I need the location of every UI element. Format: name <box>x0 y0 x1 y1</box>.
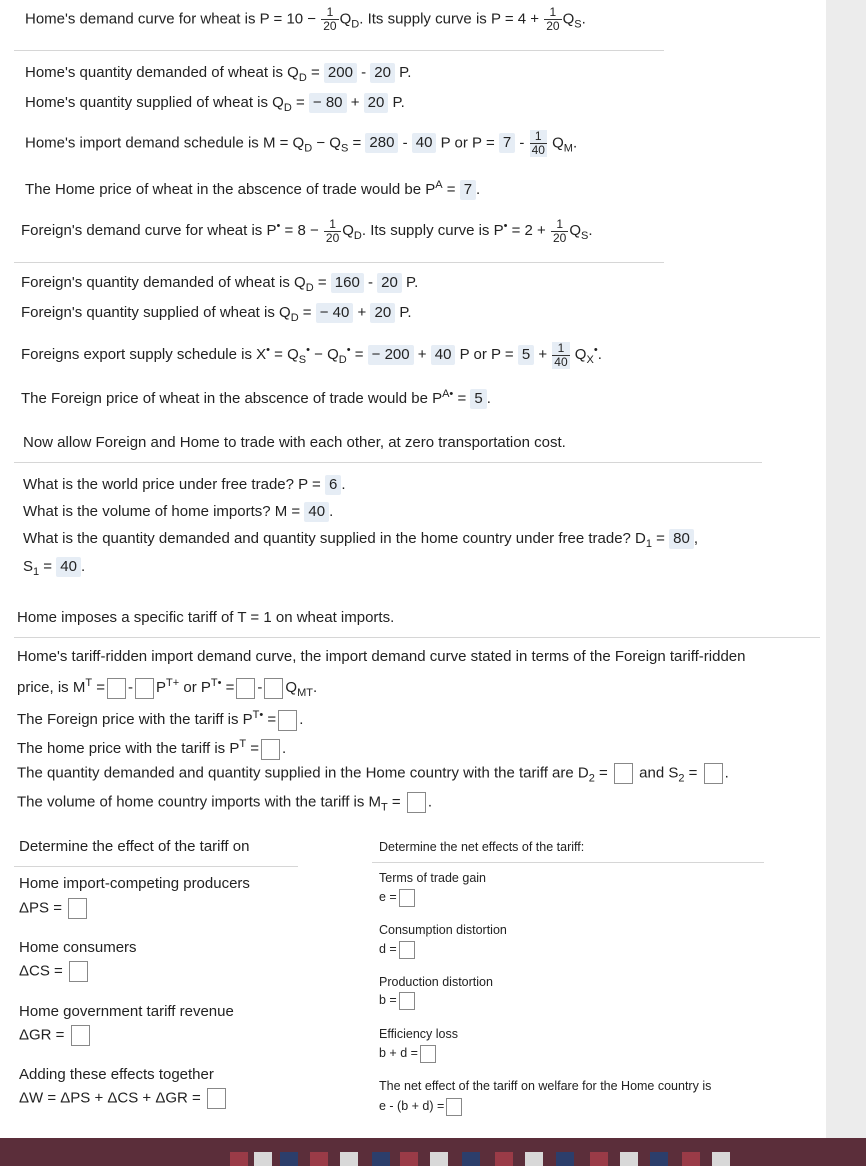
effects-heading: Determine the effect of the tariff on <box>19 838 250 855</box>
answer-foreign-qd-a: 160 <box>331 273 364 293</box>
foreign-qs-line: Foreign's quantity supplied of wheat is $Q_D$ = − 40 + 20 P. <box>21 304 412 324</box>
answer-d1: 80 <box>669 529 694 549</box>
tariff-intro: Home imposes a specific tariff of T = 1 on wheat imports. <box>17 609 395 626</box>
answer-home-qs-a: − 80 <box>309 93 347 113</box>
answer-home-qd-a: 200 <box>324 63 357 83</box>
answer-s1: 40 <box>56 557 81 577</box>
trade-intro: Now allow Foreign and Home to trade with each other, at zero transportation cost. <box>23 434 566 451</box>
answer-home-import-a: 280 <box>365 133 398 153</box>
foreign-demand-fraction: $\frac{1}{20}$ <box>325 216 340 245</box>
foreign-price-tariff-line: The Foreign price with the tariff is $P^{T•}$ = . <box>17 705 303 731</box>
dgr-line: ΔGR = <box>19 1025 92 1046</box>
answer-home-import-p: 7 <box>499 133 515 153</box>
home-supply-text: . Its supply curve is P = 4 + <box>359 10 540 28</box>
s1-line: $S_1 = 40$ . <box>23 558 86 578</box>
answer-home-qd-b: 20 <box>370 63 395 83</box>
answer-foreign-qs-a: − 40 <box>316 303 354 323</box>
government-label: Home government tariff revenue <box>19 1003 234 1020</box>
answer-world-price: 6 <box>325 475 341 495</box>
bd-line: b + d = <box>379 1043 438 1063</box>
home-autarky-line: The Home price of wheat in the abscence of trade would be $P^A = 7$ . <box>25 179 481 198</box>
tariff-curve-input-2[interactable] <box>135 678 154 699</box>
welfare-line: e - (b + d) = <box>379 1096 464 1116</box>
foreign-curves-line: Foreign's demand curve for wheat is P• = 8 − $\frac{1}{20}$ $Q_D$. Its supply curve is P• = 2 + $\frac{1}{20}$ $Q_S$. <box>21 216 593 245</box>
home-supply-fraction: $\frac{1}{20}$ <box>546 5 560 33</box>
consumption-label: Consumption distortion <box>379 923 507 937</box>
welfare-label: The net effect of the tariff on welfare for the Home country is <box>379 1079 712 1093</box>
free-trade-quantities-line: What is the quantity demanded and quantity supplied in the home country under free trade? $D_1 = 80$ , <box>23 530 698 550</box>
world-price-line: What is the world price under free trade? P = 6 . <box>23 476 346 493</box>
dw-line: ΔW = ΔPS + ΔCS + ΔGR = <box>19 1088 228 1109</box>
home-price-tariff-input[interactable] <box>261 739 280 760</box>
home-import-line: Home's import demand schedule is $M = Q_D - Q_S = 280 - 40$ P or P = 7 - $\frac{1}{40}$ $Q_M$. <box>25 129 578 157</box>
home-demand-text: Home's demand curve for wheat is P = 10 − <box>25 10 317 28</box>
dw-input[interactable] <box>207 1088 226 1109</box>
dcs-input[interactable] <box>69 961 88 982</box>
home-qd-line: Home's quantity demanded of wheat is $Q_D = 200 - 20$ P. <box>25 64 412 84</box>
home-qs-line: Home's quantity supplied of wheat is $Q_D$ = − 80 + 20 P. <box>25 94 405 114</box>
dps-line: ΔPS = <box>19 898 89 919</box>
tariff-curve-input-3[interactable] <box>236 678 255 699</box>
dps-input[interactable] <box>68 898 87 919</box>
dcs-line: ΔCS = <box>19 961 90 982</box>
e-input[interactable] <box>399 889 415 907</box>
tariff-imports-line: The volume of home country imports with the tariff is $M_T$ = . <box>17 793 433 814</box>
net-effects-heading: Determine the net effects of the tariff: <box>379 840 585 854</box>
foreign-qd-line: Foreign's quantity demanded of wheat is $Q_D = 160 - 20$ P. <box>21 274 419 294</box>
tariff-curve-answer-line: price, is $M^T$ = - $P^{T+}$ or $P^{T•}$ = - $Q_{MT}$. <box>17 677 318 699</box>
tariff-curve-question: Home's tariff-ridden import demand curve, the import demand curve stated in terms of the Foreign tariff-ridden <box>17 648 746 665</box>
answer-foreign-export-p: 5 <box>518 345 534 365</box>
background-strip <box>0 1138 866 1166</box>
tariff-curve-input-4[interactable] <box>264 678 283 699</box>
answer-home-import-b: 40 <box>412 133 437 153</box>
together-label: Adding these effects together <box>19 1066 214 1083</box>
foreign-price-tariff-input[interactable] <box>278 710 297 731</box>
s2-input[interactable] <box>704 763 723 784</box>
answer-foreign-autarky: 5 <box>470 389 486 409</box>
imports-line: What is the volume of home imports? M = 40 . <box>23 503 334 520</box>
foreign-supply-fraction: $\frac{1}{20}$ <box>553 216 567 245</box>
foreign-export-line: Foreigns export supply schedule is $X^• = Q_S^• - Q_D^•$ = − 200 + 40 P or P = 5 + $\frac{1}{40}$ $Q_X^•$. <box>21 340 602 369</box>
production-label: Production distortion <box>379 975 493 989</box>
answer-home-qs-b: 20 <box>364 93 389 113</box>
answer-foreign-qs-b: 20 <box>370 303 395 323</box>
answer-home-autarky: 7 <box>460 180 476 200</box>
b-line: b = <box>379 990 417 1010</box>
answer-home-import-fraction: $\frac{1}{40}$ <box>531 129 545 157</box>
tariff-curve-input-1[interactable] <box>107 678 126 699</box>
d-line: d = <box>379 939 417 959</box>
tariff-quantities-line: The quantity demanded and quantity supplied in the Home country with the tariff are $D_2$ = and $S_2$ = . <box>17 764 729 785</box>
dgr-input[interactable] <box>71 1025 90 1046</box>
tot-label: Terms of trade gain <box>379 871 486 885</box>
d-input[interactable] <box>399 941 415 959</box>
home-price-tariff-line: The home price with the tariff is $P^T$ = . <box>17 734 286 760</box>
answer-foreign-export-fraction: $\frac{1}{40}$ <box>554 340 568 369</box>
answer-foreign-export-a: − 200 <box>368 345 414 365</box>
consumers-label: Home consumers <box>19 939 137 956</box>
d2-input[interactable] <box>614 763 633 784</box>
home-demand-fraction: $\frac{1}{20}$ <box>323 5 337 33</box>
b-input[interactable] <box>399 992 415 1010</box>
e-line: e = <box>379 887 417 907</box>
answer-foreign-qd-b: 20 <box>377 273 402 293</box>
bd-input[interactable] <box>420 1045 436 1063</box>
producers-label: Home import-competing producers <box>19 875 250 892</box>
right-gutter <box>826 0 866 1138</box>
home-curves-line: Home's demand curve for wheat is P = 10 − $\frac{1}{20}$ $Q_D$. Its supply curve is P = 4 + $\frac{1}{20}$ $Q_S$. <box>25 5 586 33</box>
foreign-autarky-line: The Foreign price of wheat in the abscence of trade would be $P^{A•} = 5$ . <box>21 388 491 407</box>
mt-input[interactable] <box>407 792 426 813</box>
welfare-input[interactable] <box>446 1098 462 1116</box>
answer-foreign-export-b: 40 <box>431 345 456 365</box>
efficiency-label: Efficiency loss <box>379 1027 458 1041</box>
answer-imports: 40 <box>304 502 329 522</box>
